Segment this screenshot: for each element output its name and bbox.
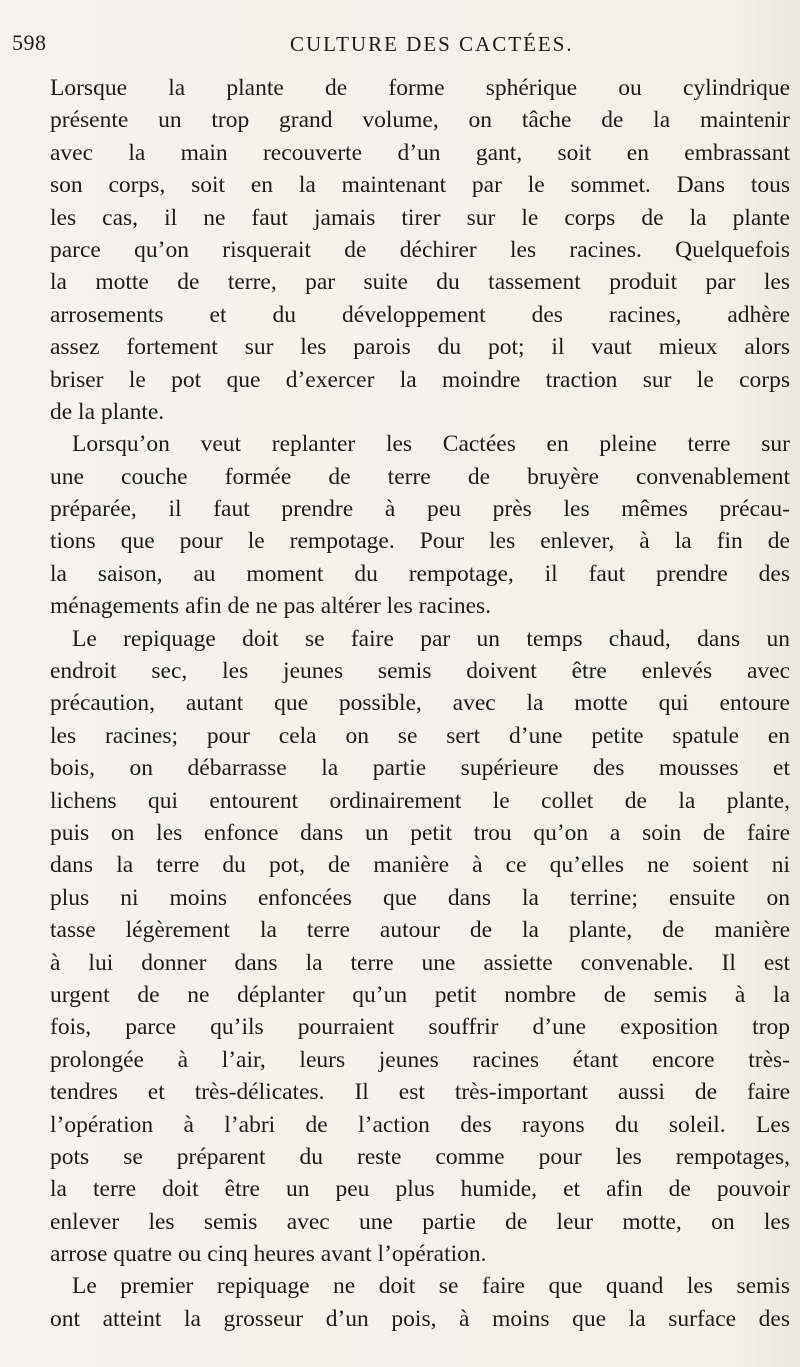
text-line: ménagements afin de ne pas altérer les racines.: [50, 593, 492, 620]
text-line: dans la terre du pot, de manière à ce qu’elles ne soient ni: [50, 852, 790, 879]
text-line: présente un trop grand volume, on tâche de la maintenir: [50, 107, 790, 134]
text-line: endroit sec, les jeunes semis doivent être enlevés avec: [50, 658, 790, 685]
running-title: CULTURE DES CACTÉES.: [290, 32, 574, 56]
text-line: les racines; pour cela on se sert d’une petite spatule en: [50, 722, 790, 749]
text-line: briser le pot que d’exercer la moindre traction sur le corps: [50, 366, 790, 393]
text-line: arrose quatre ou cinq heures avant l’opération.: [50, 1241, 487, 1268]
text-line: Lorsque la plante de forme sphérique ou cylindrique: [50, 75, 790, 101]
text-line: Le repiquage doit se faire par un temps chaud, dans un: [72, 625, 790, 652]
text-line: assez fortement sur les parois du pot; il vaut mieux alors: [50, 334, 790, 361]
text-line: urgent de ne déplanter qu’un petit nombre de semis à la: [50, 981, 790, 1008]
text-line: à lui donner dans la terre une assiette convenable. Il est: [50, 949, 790, 976]
text-line: pots se préparent du reste comme pour les rempotages,: [50, 1143, 790, 1170]
text-line: de la plante.: [50, 398, 165, 425]
text-line: tions que pour le rempotage. Pour les enlever, à la fin de: [50, 528, 790, 555]
text-line: tendres et très-délicates. Il est très-important aussi de faire: [50, 1079, 790, 1106]
text-line: ont atteint la grosseur d’un pois, à moins que la surface des: [50, 1305, 790, 1332]
text-line: son corps, soit en la maintenant par le sommet. Dans tous: [50, 172, 790, 199]
text-line: fois, parce qu’ils pourraient souffrir d’une exposition trop: [50, 1014, 790, 1041]
text-line: la motte de terre, par suite du tassement produit par les: [50, 269, 790, 296]
text-line: avec la main recouverte d’un gant, soit en embrassant: [50, 139, 790, 166]
text-line: précaution, autant que possible, avec la motte qui entoure: [50, 690, 790, 717]
body-text: [50, 72, 790, 1335]
text-line: enlever les semis avec une partie de leur motte, on les: [50, 1208, 790, 1235]
text-line: préparée, il faut prendre à peu près les mêmes précau-: [50, 496, 790, 523]
text-line: lichens qui entourent ordinairement le collet de la plante,: [50, 787, 790, 814]
text-line: une couche formée de terre de bruyère convenablement: [50, 463, 790, 490]
text-line: puis on les enfonce dans un petit trou qu’on a soin de faire: [50, 819, 790, 846]
text-line: l’opération à l’abri de l’action des rayons du soleil. Les: [50, 1111, 790, 1138]
text-line: plus ni moins enfoncées que dans la terrine; ensuite on: [50, 884, 790, 911]
text-line: la saison, au moment du rempotage, il faut prendre des: [50, 560, 790, 587]
page-header: [0, 30, 800, 60]
text-line: tasse légèrement la terre autour de la plante, de manière: [50, 917, 790, 944]
text-line: Lorsqu’on veut replanter les Cactées en pleine terre sur: [72, 431, 790, 458]
page-number: 598: [12, 30, 47, 55]
text-line: parce qu’on risquerait de déchirer les racines. Quelquefois: [50, 236, 790, 263]
text-line: bois, on débarrasse la partie supérieure des mousses et: [50, 755, 790, 782]
text-line: arrosements et du développement des racines, adhère: [50, 301, 790, 328]
text-line: la terre doit être un peu plus humide, et afin de pouvoir: [50, 1176, 790, 1203]
text-line: les cas, il ne faut jamais tirer sur le corps de la plante: [50, 204, 790, 231]
text-line: prolongée à l’air, leurs jeunes racines étant encore très-: [50, 1046, 790, 1073]
text-line: Le premier repiquage ne doit se faire que quand les semis: [72, 1273, 790, 1300]
